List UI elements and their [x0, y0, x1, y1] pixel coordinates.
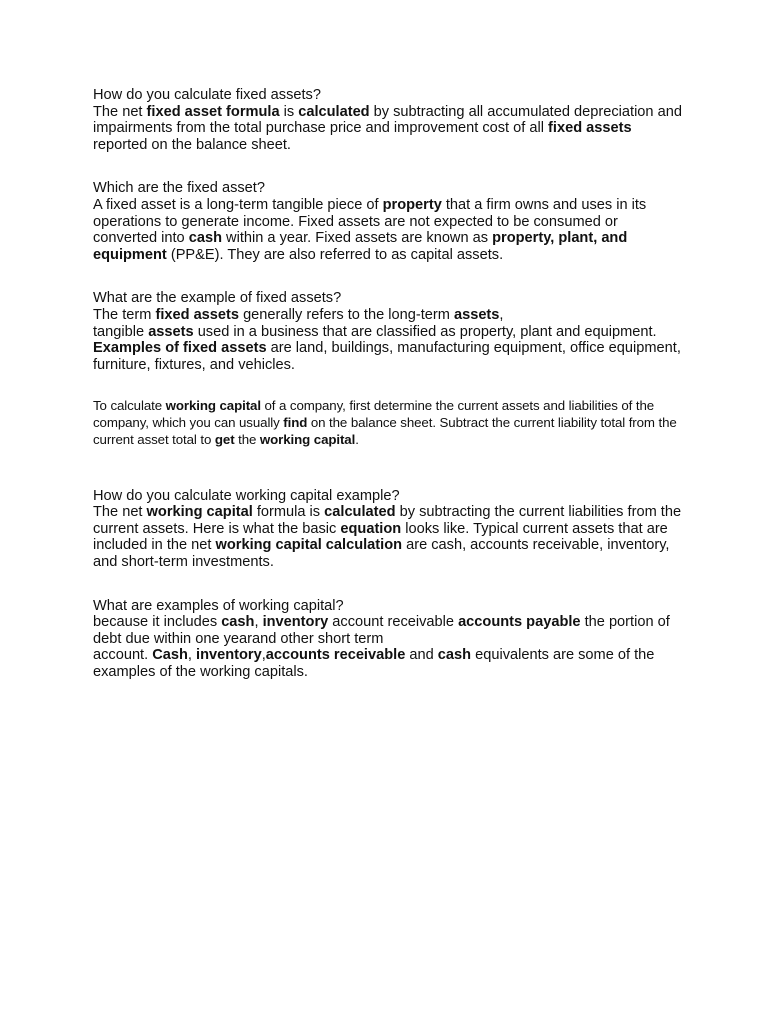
bold-text-run: property: [382, 196, 442, 213]
qa-block-working-capital-calc: [93, 488, 683, 571]
qa-block-fixed-assets-calc: [93, 87, 683, 153]
bold-text-run: accounts payable: [458, 614, 581, 631]
bold-text-run: property, plant, and equipment: [93, 230, 628, 263]
answer-paragraph: [93, 104, 683, 154]
bold-text-run: inventory: [262, 614, 329, 631]
qa-block-fixed-assets-examples: [93, 290, 683, 373]
bold-text-run: fixed assets: [548, 120, 632, 137]
bold-text-run: find: [283, 415, 308, 431]
note-paragraph: [93, 398, 683, 448]
bold-text-run: fixed asset formula: [146, 103, 280, 120]
question-heading: What are examples of working capital?: [93, 597, 344, 614]
text-run: .: [355, 431, 359, 447]
text-run: and: [405, 647, 438, 664]
text-run: The term: [93, 306, 156, 323]
bold-text-run: calculated: [298, 103, 370, 120]
bold-text-run: working capital: [259, 431, 356, 447]
text-run: on the balance sheet. Subtract the current liability total from the current asset total to: [93, 415, 677, 447]
answer-paragraph: [93, 504, 683, 570]
text-run: is: [279, 103, 299, 120]
bold-text-run: assets: [453, 306, 500, 323]
question-heading: Which are the fixed asset?: [93, 180, 265, 197]
bold-text-run: get: [214, 431, 235, 447]
bold-text-run: fixed assets: [155, 306, 240, 323]
text-run: the: [234, 431, 260, 447]
bold-text-run: inventory: [196, 647, 262, 664]
text-run: ,: [261, 647, 266, 664]
bold-text-run: equation: [340, 520, 402, 537]
bold-text-run: Examples of fixed assets: [93, 340, 267, 357]
text-run: account receivable: [328, 614, 459, 631]
bold-text-run: cash: [437, 647, 472, 664]
text-run: tangible: [93, 323, 149, 340]
qa-block-working-capital-examples: [93, 598, 683, 681]
text-run: ,: [187, 647, 197, 664]
text-run: looks like. Typical current assets that are included in the net: [93, 520, 668, 554]
bold-text-run: working capital: [146, 504, 253, 521]
text-run: by subtracting the current liabilities from the current assets. Here is what the basic: [93, 504, 682, 537]
text-run: To calculate: [93, 398, 166, 414]
bold-text-run: accounts receivable: [265, 647, 406, 664]
answer-paragraph: [93, 614, 683, 680]
text-run: are cash, accounts receivable, inventory, and short-term investments.: [93, 537, 670, 571]
document-body: [93, 87, 683, 681]
text-run: ,: [499, 306, 504, 323]
qa-block-fixed-asset-definition: [93, 180, 683, 263]
text-run: are land, buildings, manufacturing equipment, office equipment, furniture, fixtures, and vehicles.: [93, 340, 681, 373]
text-run: ,: [254, 614, 263, 631]
bold-text-run: Cash: [152, 647, 188, 664]
text-run: formula is: [252, 504, 325, 521]
bold-text-run: assets: [148, 323, 194, 340]
text-run: because it includes: [93, 614, 222, 631]
bold-text-run: working capital calculation: [215, 537, 403, 554]
text-run: reported on the balance sheet.: [93, 136, 291, 153]
bold-text-run: cash: [221, 614, 255, 631]
text-run: A fixed asset is a long-term tangible piece of: [93, 196, 383, 213]
text-run: that a firm owns and uses in its operations to generate income. Fixed assets are not expected to be consumed or converted into: [93, 196, 647, 247]
question-heading: How do you calculate fixed assets?: [93, 87, 321, 103]
text-run: The net: [93, 103, 147, 120]
answer-paragraph: [93, 307, 683, 373]
bold-text-run: cash: [188, 230, 222, 247]
text-run: used in a business that are classified as property, plant and equipment.: [193, 323, 657, 340]
text-run: the portion of debt due within one yearand other short term: [93, 614, 670, 647]
text-run: generally refers to the long-term: [239, 306, 454, 323]
answer-paragraph: [93, 197, 683, 263]
text-run: The net: [93, 504, 147, 521]
bold-text-run: working capital: [165, 398, 261, 414]
text-run: (PP&E). They are also referred to as capital assets.: [166, 246, 504, 263]
text-run: equivalents are some of the examples of the working capitals.: [93, 647, 655, 681]
text-run: of a company, first determine the current assets and liabilities of the company, which you can usually: [93, 398, 655, 431]
text-run: account.: [93, 647, 153, 664]
working-capital-note: [93, 398, 683, 448]
question-heading: How do you calculate working capital example?: [93, 487, 400, 504]
text-run: within a year. Fixed assets are known as: [222, 230, 493, 247]
bold-text-run: calculated: [324, 504, 396, 521]
question-heading: What are the example of fixed assets?: [93, 290, 342, 307]
text-run: by subtracting all accumulated depreciation and impairments from the total purchase price and improvement cost of all: [93, 103, 682, 137]
